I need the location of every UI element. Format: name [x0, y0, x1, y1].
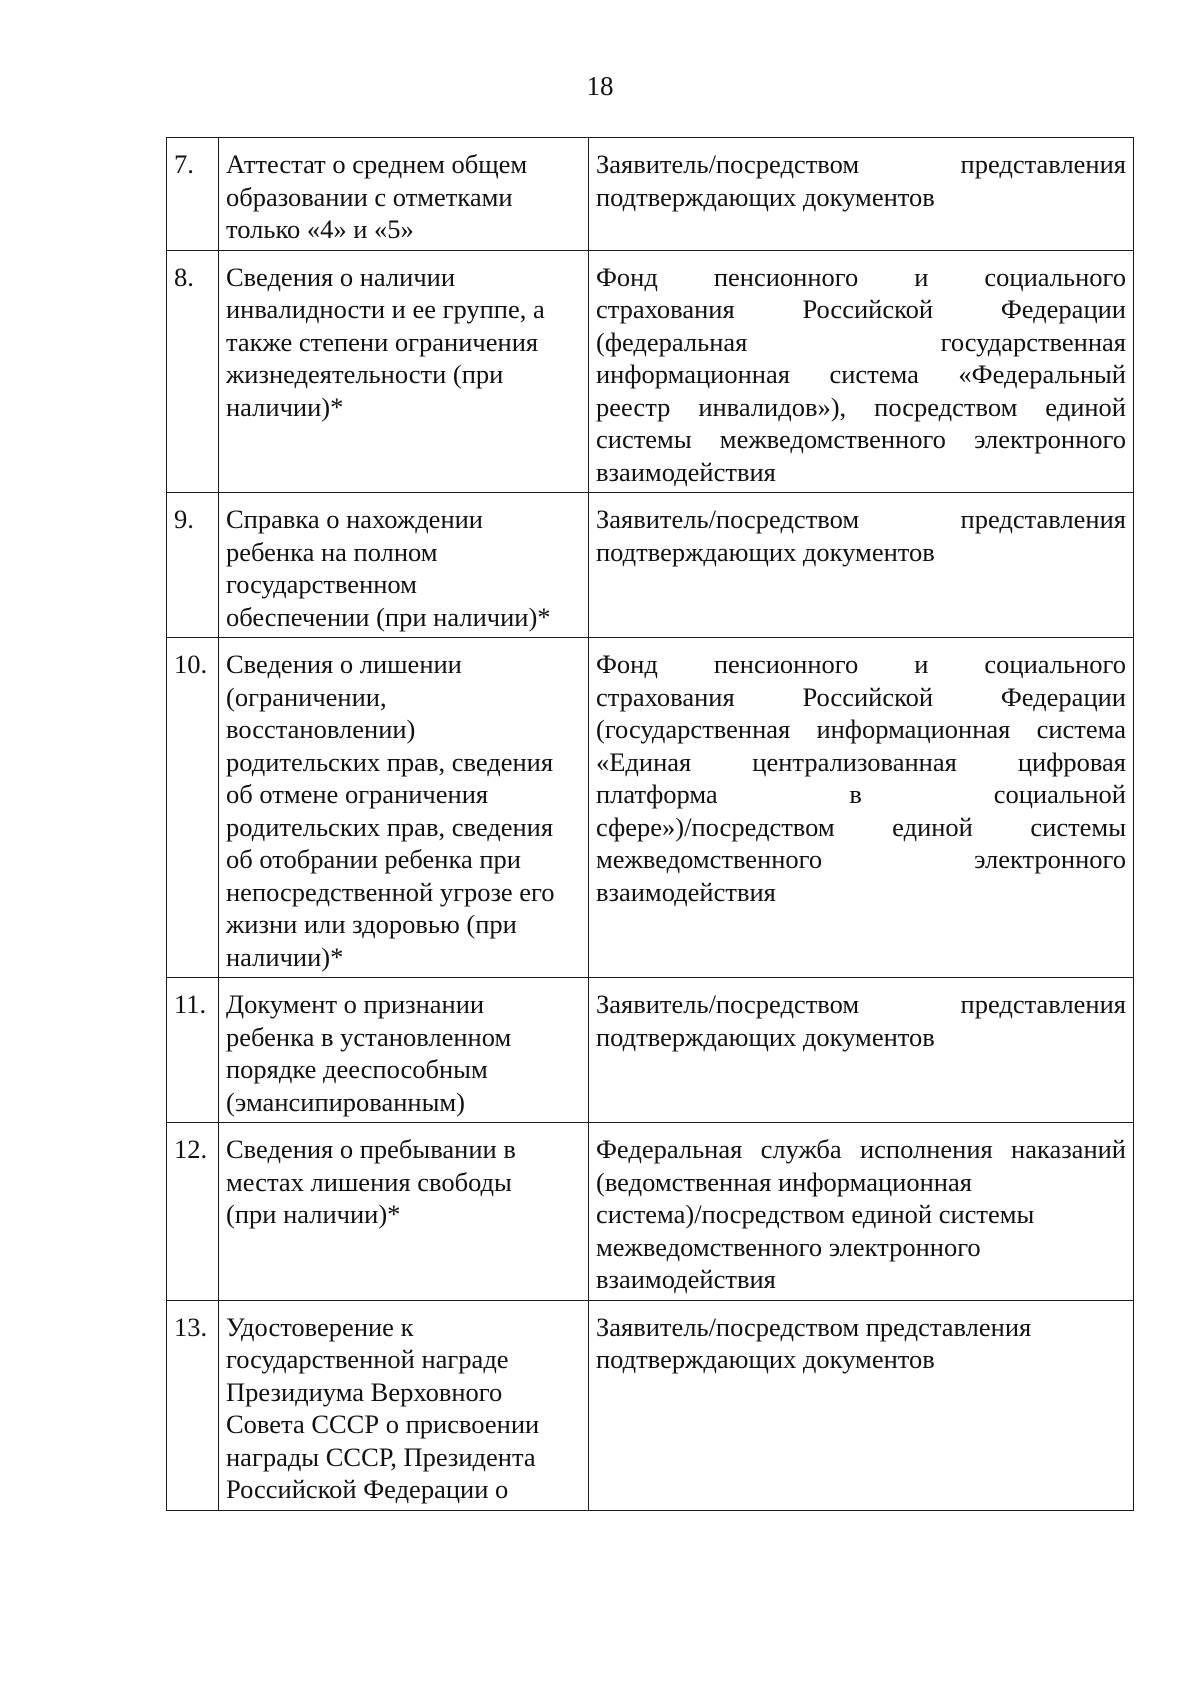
document-source-line: Фонд пенсионного и социального — [596, 649, 1126, 679]
row-number-cell: 9. — [167, 493, 219, 638]
document-source-line: сфере»)/посредством единой системы — [596, 811, 1126, 842]
table-row — [167, 138, 1134, 251]
document-source-line: Заявитель/посредством представления — [596, 504, 1126, 534]
document-name-line: награды СССР, Президента — [226, 1441, 536, 1472]
document-name-line: обеспечении (при наличии)* — [226, 601, 551, 632]
document-source-line: Фонд пенсионного и социального — [596, 261, 1126, 292]
document-name-line: жизнедеятельности (при — [226, 359, 504, 389]
table-row — [167, 493, 1134, 638]
document-name-line: наличии)* — [226, 941, 344, 972]
document-name-cell — [219, 250, 589, 493]
document-name-line: восстановлении) — [226, 714, 416, 744]
document-name-line: инвалидности и ее группе, а — [226, 294, 545, 324]
document-source-cell — [589, 250, 1134, 493]
document-source-line: страхования Российской Федерации — [596, 681, 1126, 712]
table-row — [167, 250, 1134, 493]
document-name-line: (эмансипированным) — [226, 1086, 465, 1117]
document-name-line: образовании с отметками — [226, 181, 513, 212]
page-number: 18 — [586, 71, 614, 101]
document-source-line: страхования Российской Федерации — [596, 294, 1126, 324]
document-name-line: государственной награде — [226, 1344, 509, 1374]
document-source-line: реестр инвалидов»), посредством единой — [596, 391, 1126, 422]
document-source-line: взаимодействия — [596, 1264, 776, 1294]
document-name-line: Российской Федерации о — [226, 1474, 509, 1504]
document-name-cell — [219, 138, 589, 251]
document-name-line: Сведения о лишении — [226, 649, 462, 679]
document-source-line: подтверждающих документов — [596, 536, 935, 567]
row-number-cell: 13. — [167, 1300, 219, 1510]
document-source-line: взаимодействия — [596, 876, 776, 907]
document-name-line: наличии)* — [226, 391, 344, 422]
document-source-line: подтверждающих документов — [596, 1021, 935, 1052]
document-source-line: Заявитель/посредством представления — [596, 1311, 1032, 1342]
document-name-line: об отобрании ребенка при — [226, 844, 521, 874]
document-source-line: подтверждающих документов — [596, 1344, 935, 1374]
document-name-line: Сведения о пребывании в — [226, 1134, 516, 1164]
document-source-cell — [589, 1123, 1134, 1301]
row-number-cell: 12. — [167, 1123, 219, 1301]
document-source-line: (государственная информационная система — [596, 714, 1126, 744]
document-source-cell — [589, 1300, 1134, 1510]
document-name-cell — [219, 1300, 589, 1510]
table-row — [167, 638, 1134, 978]
document-name-line: родительских прав, сведения — [226, 811, 554, 842]
document-name-line: об отмене ограничения — [226, 779, 489, 809]
document-source-line: Федеральная служба исполнения наказаний — [596, 1134, 1126, 1164]
document-name-line: Президиума Верховного — [226, 1376, 503, 1407]
document-name-line: Совета СССР о присвоении — [226, 1409, 540, 1439]
document-name-line: ребенка в установленном — [226, 1021, 512, 1052]
table-row — [167, 1300, 1134, 1510]
document-source-cell — [589, 978, 1134, 1123]
document-name-line: Аттестат о среднем общем — [226, 149, 528, 179]
document-name-line: Удостоверение к — [226, 1311, 414, 1342]
document-name-line: местах лишения свободы — [226, 1166, 512, 1197]
document-source-line: межведомственного электронного — [596, 1231, 981, 1262]
document-source-line: информационная система «Федеральный — [596, 359, 1126, 389]
row-number-cell: 7. — [167, 138, 219, 251]
documents-table-body — [167, 138, 1134, 1511]
document-name-line: (ограничении, — [226, 681, 387, 712]
row-number-cell: 10. — [167, 638, 219, 978]
document-name-line: непосредственной угрозе его — [226, 876, 555, 907]
document-name-line: родительских прав, сведения — [226, 746, 554, 777]
document-name-line: Сведения о наличии — [226, 261, 456, 292]
document-name-cell — [219, 493, 589, 638]
document-source-line: подтверждающих документов — [596, 181, 935, 212]
document-name-line: порядке дееспособным — [226, 1054, 488, 1084]
document-name-cell — [219, 638, 589, 978]
document-source-line: межведомственного электронного — [596, 844, 1126, 874]
document-source-line: «Единая централизованная цифровая — [596, 746, 1126, 777]
table-row — [167, 978, 1134, 1123]
document-source-line: (ведомственная информационная — [596, 1166, 972, 1197]
document-name-line: Документ о признании — [226, 989, 485, 1019]
document-name-line: ребенка на полном — [226, 536, 438, 567]
documents-table — [166, 137, 1134, 1511]
document-source-line: системы межведомственного электронного — [596, 424, 1126, 454]
document-name-line: Справка о нахождении — [226, 504, 483, 534]
table-row — [167, 1123, 1134, 1301]
document-source-cell — [589, 493, 1134, 638]
document-source-line: (федеральная государственная — [596, 326, 1126, 357]
document-source-line: Заявитель/посредством представления — [596, 989, 1126, 1019]
row-number-cell: 11. — [167, 978, 219, 1123]
document-name-cell — [219, 1123, 589, 1301]
document-source-line: система)/посредством единой системы — [596, 1199, 1035, 1229]
document-source-line: Заявитель/посредством представления — [596, 149, 1126, 179]
document-name-cell — [219, 978, 589, 1123]
document-source-cell — [589, 138, 1134, 251]
row-number-cell: 8. — [167, 250, 219, 493]
document-source-line: взаимодействия — [596, 456, 776, 487]
document-name-line: государственном — [226, 569, 417, 599]
document-name-line: (при наличии)* — [226, 1199, 401, 1229]
document-name-line: только «4» и «5» — [226, 214, 414, 244]
document-name-line: также степени ограничения — [226, 326, 539, 357]
document-name-line: жизни или здоровью (при — [226, 909, 517, 939]
document-source-line: платформа в социальной — [596, 779, 1126, 809]
document-source-cell — [589, 638, 1134, 978]
